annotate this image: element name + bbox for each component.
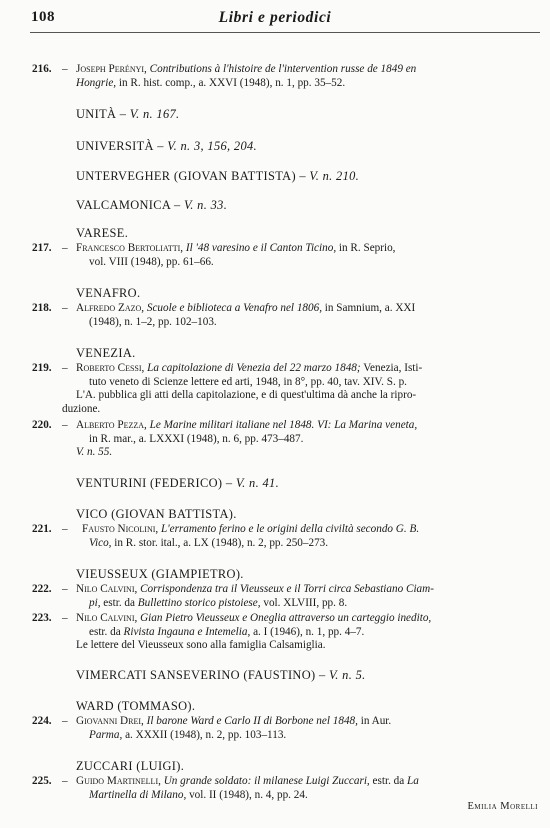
heading-varese <box>76 227 516 241</box>
heading-venturini: VENTURINI (FEDERICO) – V. n. 41. <box>76 476 280 490</box>
heading-name: VENEZIA. <box>76 346 136 360</box>
heading-name: UNITÀ <box>76 107 117 121</box>
entry-author: Alfredo Zazo, <box>76 302 145 314</box>
entry-author: Roberto Cessi, <box>76 362 145 374</box>
heading-ref: V. n. 33. <box>183 198 228 212</box>
entry-author: Giovanni Drei, <box>76 715 144 727</box>
heading-ward <box>76 700 516 714</box>
entry-number: 223. <box>32 612 52 624</box>
heading-venezia <box>76 347 516 361</box>
entry-author: Nilo Calvini, <box>76 612 138 624</box>
entry-citation-end: a. I (1946), n. 1, pp. 4–7. <box>250 625 365 638</box>
heading-name: VENAFRO. <box>76 286 141 300</box>
heading-name: UNIVERSITÀ <box>76 139 154 153</box>
entry-number: 221. <box>32 523 52 535</box>
heading-name: UNTERVEGHER (GIOVAN BATTISTA) <box>76 169 296 183</box>
entry-number: 220. <box>32 419 52 431</box>
heading-ref: V. n. 5. <box>328 668 366 682</box>
heading-vieusseux <box>76 568 516 582</box>
entry-citation-cont: (1948), n. 1–2, pp. 102–103. <box>89 315 217 328</box>
heading-unita: UNITÀ – V. n. 167. <box>76 107 180 121</box>
entry-note: Le lettere del Vieusseux sono alla famiglia Calsamiglia. <box>76 639 326 652</box>
entry-number: 222. <box>32 583 52 595</box>
entry-citation-end: vol. XLVIII, pp. 8. <box>260 596 348 609</box>
entry-number: 217. <box>32 242 52 254</box>
entry-author: Alberto Pezza, <box>76 419 147 431</box>
entry-title: Gian Pietro Vieusseux e Oneglia attraverso un carteggio inedito, <box>140 612 432 624</box>
entry-title: La capitolazione di Venezia del 22 marzo 1848; <box>147 362 361 374</box>
entry-citation: in R. Seprio, <box>336 242 396 254</box>
entry-title: Il '48 varesino e il Canton Ticino, <box>185 242 337 254</box>
entry-citation: estr. da <box>89 625 124 638</box>
entry-title: Il barone Ward e Carlo II di Borbone nel 1848, <box>146 715 358 727</box>
entry-citation: in R. stor. ital., a. LX (1948), n. 2, pp. 250–273. <box>111 536 329 549</box>
entry-citation: in R. hist. comp., a. XXVI (1948), n. 1, pp. 35–52. <box>116 76 346 89</box>
entry-title: Un grande soldato: il milanese Luigi Zuccari, <box>163 775 370 787</box>
entry-journal-cont: Parma, <box>89 728 123 741</box>
heading-untervegher: UNTERVEGHER (GIOVAN BATTISTA) – V. n. 210. <box>76 169 360 183</box>
heading-name: VENTURINI (FEDERICO) <box>76 476 223 490</box>
bibliography-list: 216. – Joseph Perényi, Contributions à l'histoire de l'intervention russe de 1849 en Hongrie, in R. hist. comp., a. XXVI (1948), n. 1, pp. 35–52. UNITÀ – V. n. 167. UNIVERSITÀ – V. n. 3, 156, 204. UNTERVEGHER (GIOVAN BATTISTA) – V. n. 210. VALCAMONICA – V. n. 33. VARESE. 217. – Francesco Bertoliatti, Il '48 varesino e il Canton Ticino, in R. Seprio, vol. VIII (1948), pp. 61–66. VENAFRO. 218. – Alfredo Zazo, Scuole e biblioteca a Venafro nel 1806, in Samnium, a. XXI (1948), n. 1–2, pp. 102–103. VENEZIA. 219. – Roberto Cessi, La capitolazione di Venezia del 22 marzo 1848; Venezia, Isti- tuto veneto di Scienze lettere ed arti, 1948, in 8°, pp. 40, tav. XIV. S. p. L'A. pubblica gli atti della capitolazione, e di quest'ultima dà anche la ripro- duzione. 220. – Alberto Pezza, Le Marine militari italiane nel 1848. VI: La Marina veneta, in R. mar., a. LXXXI (1948), n. 6, pp. 473–487. V. n. 55. VENTURINI (FEDERICO) – V. n. 41. VICO (GIOVAN BATTISTA). 221. – Fausto Nicolini, L'erramento ferino e le origini della civiltà secondo G. B. Vico, in R. stor. ital., a. LX (1948), n. 2, pp. 250–273. VIEUSSEUX (GIAMPIETRO). 222. – Nilo Calvini, Corrispondenza tra il Vieusseux e il Torri circa Sebastiano Ciam- pi, estr. da Bullettino storico pistoiese, vol. XLVIII, pp. 8. 223. – Nilo Calvini, Gian Pietro Vieusseux e Oneglia attraverso un carteggio inedito, estr. da Rivista Ingauna e Intemelia, a. I (1946), n. 1, pp. 4–7. Le lettere del Vieusseux sono alla famiglia Calsamiglia. VIMERCATI SANSEVERINO (FAUSTINO) – V. n. 5. WARD (TOMMASO). 224. – Giovanni Drei, Il barone Ward e Carlo II di Borbone nel 1848, in Aur. Parma, a. XXXII (1948), n. 2, pp. 103–113. ZUCCARI (LUIGI). 225. – Guido Martinelli, Un grande soldato: il milanese Luigi Zuccari, estr. da La Martinella di Milano, vol. II (1948), n. 4, pp. 24. <box>0 0 550 828</box>
entry-citation-cont: tuto veneto di Scienze lettere ed arti, 1948, in 8°, pp. 40, tav. XIV. S. p. <box>89 375 407 388</box>
entry-journal: La <box>407 775 419 787</box>
entry-author: Guido Martinelli, <box>76 775 161 787</box>
entry-title-cont: Hongrie, <box>76 76 117 89</box>
entry-journal: Rivista Ingauna e Intemelia, <box>123 625 251 638</box>
entry-author: Fausto Nicolini, <box>82 523 159 535</box>
heading-name: VARESE. <box>76 226 129 240</box>
heading-name: VIEUSSEUX (GIAMPIETRO). <box>76 567 244 581</box>
entry-title-cont: pi, <box>89 596 101 609</box>
entry-title: L'erramento ferino e le origini della civiltà secondo G. B. <box>161 523 420 535</box>
page-number: 108 <box>31 9 55 25</box>
entry-citation: Venezia, Isti- <box>360 362 423 374</box>
entry-note: L'A. pubblica gli atti della capitolazione, e di quest'ultima dà anche la ripro- <box>76 389 417 402</box>
author-signature: Emilia Morelli <box>467 801 538 812</box>
entry-citation: estr. da <box>369 775 408 787</box>
entry-citation-end: vol. II (1948), n. 4, pp. 24. <box>186 788 308 801</box>
entry-citation: in Aur. <box>357 715 392 727</box>
heading-ref: V. n. 167. <box>129 107 180 121</box>
heading-universita: UNIVERSITÀ – V. n. 3, 156, 204. <box>76 139 258 153</box>
entry-number: 218. <box>32 302 52 314</box>
entry-number: 216. <box>32 63 52 75</box>
heading-venafro <box>76 287 516 301</box>
entry-citation-cont: vol. VIII (1948), pp. 61–66. <box>89 255 214 268</box>
entry-note-cont: duzione. <box>62 402 101 415</box>
entry-citation: in R. mar., a. LXXXI (1948), n. 6, pp. 473–487. <box>89 432 304 445</box>
entry-title-cont: Vico, <box>89 536 112 549</box>
entry-number: 219. <box>32 362 52 374</box>
entry-journal-cont: Martinella di Milano, <box>89 788 187 801</box>
heading-ref: V. n. 41. <box>235 476 280 490</box>
entry-title: Scuole e biblioteca a Venafro nel 1806, <box>146 302 322 314</box>
entry-journal: Bullettino storico pistoiese, <box>137 596 261 609</box>
entry-number: 225. <box>32 775 52 787</box>
entry-title: Contributions à l'histoire de l'intervention russe de 1849 en <box>149 63 417 75</box>
heading-name: VICO (GIOVAN BATTISTA). <box>76 507 237 521</box>
heading-name: VIMERCATI SANSEVERINO (FAUSTINO) <box>76 668 316 682</box>
heading-vico <box>76 508 516 522</box>
entry-crossref: V. n. 55. <box>76 446 113 459</box>
entry-number: 224. <box>32 715 52 727</box>
entry-citation: in Samnium, a. XXI <box>322 302 416 314</box>
heading-name: WARD (TOMMASO). <box>76 699 196 713</box>
heading-vimercati: VIMERCATI SANSEVERINO (FAUSTINO) – V. n. 5. <box>76 668 366 682</box>
entry-title: Le Marine militari italiane nel 1848. VI: La Marina veneta, <box>149 419 418 431</box>
entry-citation-end: a. XXXII (1948), n. 2, pp. 103–113. <box>122 728 287 741</box>
heading-ref: V. n. 210. <box>309 169 360 183</box>
heading-ref: V. n. 3, 156, 204. <box>167 139 258 153</box>
entry-author: Joseph Perényi, <box>76 63 147 75</box>
heading-zuccari <box>76 760 516 774</box>
entry-author: Francesco Bertoliatti, <box>76 242 184 254</box>
heading-name: VALCAMONICA <box>76 198 171 212</box>
entry-author: Nilo Calvini, <box>76 583 138 595</box>
heading-name: ZUCCARI (LUIGI). <box>76 759 185 773</box>
entry-title: Corrispondenza tra il Vieusseux e il Torri circa Sebastiano Ciam- <box>140 583 434 595</box>
heading-valcamonica: VALCAMONICA – V. n. 33. <box>76 198 228 212</box>
entry-citation: estr. da <box>100 596 138 609</box>
running-title: Libri e periodici <box>218 9 332 26</box>
